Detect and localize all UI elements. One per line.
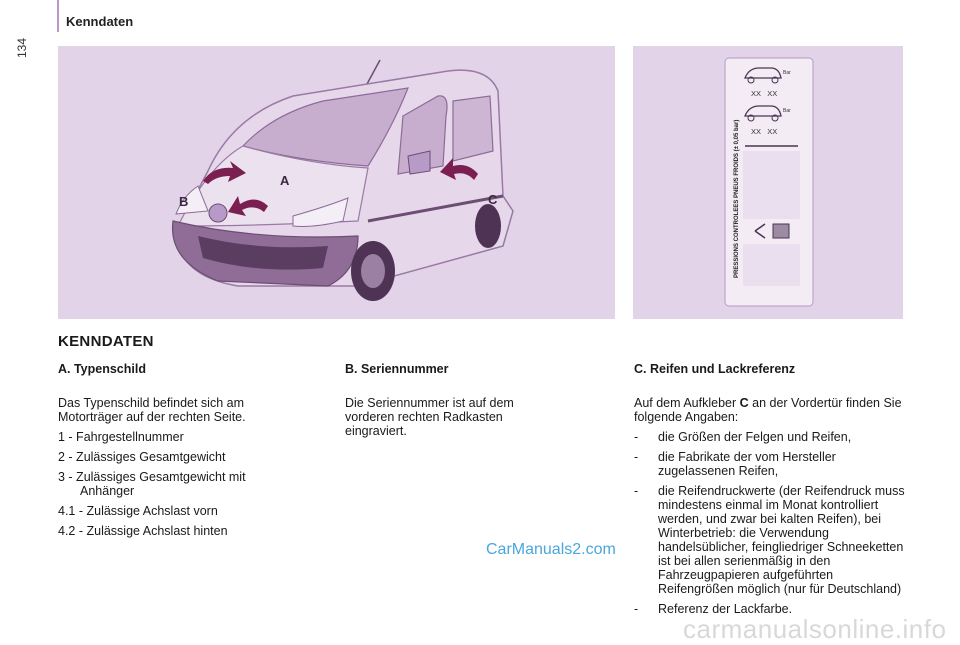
list-item: - Referenz der Lackfarbe.	[634, 602, 793, 616]
tire-pressure-sticker	[633, 46, 903, 319]
section-title: KENNDATEN	[58, 333, 154, 350]
unit-label-1: Bar	[783, 70, 791, 76]
van-illustration-panel	[58, 46, 615, 319]
paint-can-icon	[773, 224, 789, 238]
list-item: 1 - Fahrgestellnummer	[58, 430, 184, 444]
header-divider	[57, 0, 59, 32]
page-edge	[0, 0, 10, 640]
list-item-text: Referenz der Lackfarbe.	[658, 602, 793, 616]
tire-label-panel	[633, 46, 903, 319]
page-number: 134	[15, 37, 29, 58]
van-illustration	[58, 46, 615, 319]
footer-watermark: carmanualsonline.info	[683, 614, 947, 644]
list-item-text: die Größen der Felgen und Reifen,	[658, 430, 852, 444]
column-a-title: A. Typenschild	[58, 362, 146, 376]
column-reifen-lack	[634, 362, 909, 622]
intro-text-before: Auf dem Aufkleber	[634, 396, 740, 410]
label-a: A	[280, 173, 290, 188]
column-typenschild	[58, 362, 298, 544]
column-c-title: C. Reifen und Lackreferenz	[634, 362, 796, 376]
column-seriennummer	[345, 362, 560, 444]
list-item: 4.1 - Zulässige Achslast vorn	[58, 504, 218, 518]
pressure-row-2: XX XX	[751, 127, 778, 136]
list-item: 4.2 - Zulässige Achslast hinten	[58, 524, 228, 538]
column-a-intro: Das Typenschild befindet sich am Motorträger auf der rechten Seite.	[58, 396, 246, 424]
label-b: B	[179, 194, 189, 209]
list-item: - die Größen der Felgen und Reifen,	[634, 430, 852, 444]
list-item-text: die Fabrikate der vom Hersteller zugelassenen Reifen,	[658, 450, 836, 478]
intro-label-c: C	[739, 396, 749, 410]
label-c: C	[488, 192, 498, 207]
pressure-row-1: XX XX	[751, 89, 778, 98]
list-item: 3 - Zulässiges Gesamtgewicht mit Anhänger	[58, 470, 246, 498]
column-b-title: B. Seriennummer	[345, 362, 449, 376]
unit-label-2: Bar	[783, 108, 791, 114]
column-b-text: Die Seriennummer ist auf dem vorderen rechten Radkasten eingraviert.	[345, 396, 514, 438]
list-item: 2 - Zulässiges Gesamtgewicht	[58, 450, 226, 464]
list-item: - die Fabrikate der vom Hersteller zugelassenen Reifen,	[634, 450, 836, 478]
page-title: Kenndaten	[66, 14, 134, 29]
sticker-vertical-text: PRESSIONS CONTROLEES PNEUS FROIDS (± 0,05 bar)	[734, 119, 740, 278]
site-watermark: CarManuals2.com	[486, 541, 616, 558]
intro-text-after: an der Vordertür finden Sie folgende Angaben:	[634, 396, 902, 424]
list-item-text: die Reifendruckwerte (der Reifendruck muss mindestens einmal im Monat kontrolliert werden, und zwar bei kalten Reifen), bei Winterbetrieb: die Verwendung handelsüblicher, feingliedriger Schneeketten ist bei allen serienmäßig in den Fahrzeugpapieren aufgeführten Reifengrößen möglich (nur für Deutschland)	[658, 484, 905, 596]
list-item: - die Reifendruckwerte (der Reifendruck muss mindestens einmal im Monat kontrolliert werden, und zwar bei kalten Reifen), bei Winterbetrieb: die Verwendung handelsüblicher, feingliedriger Schneeketten ist bei allen serienmäßig in den Fahrzeugpapieren aufgeführten Reifengrößen möglich (nur für Deutschland)	[634, 484, 905, 596]
column-c-intro	[634, 396, 909, 424]
